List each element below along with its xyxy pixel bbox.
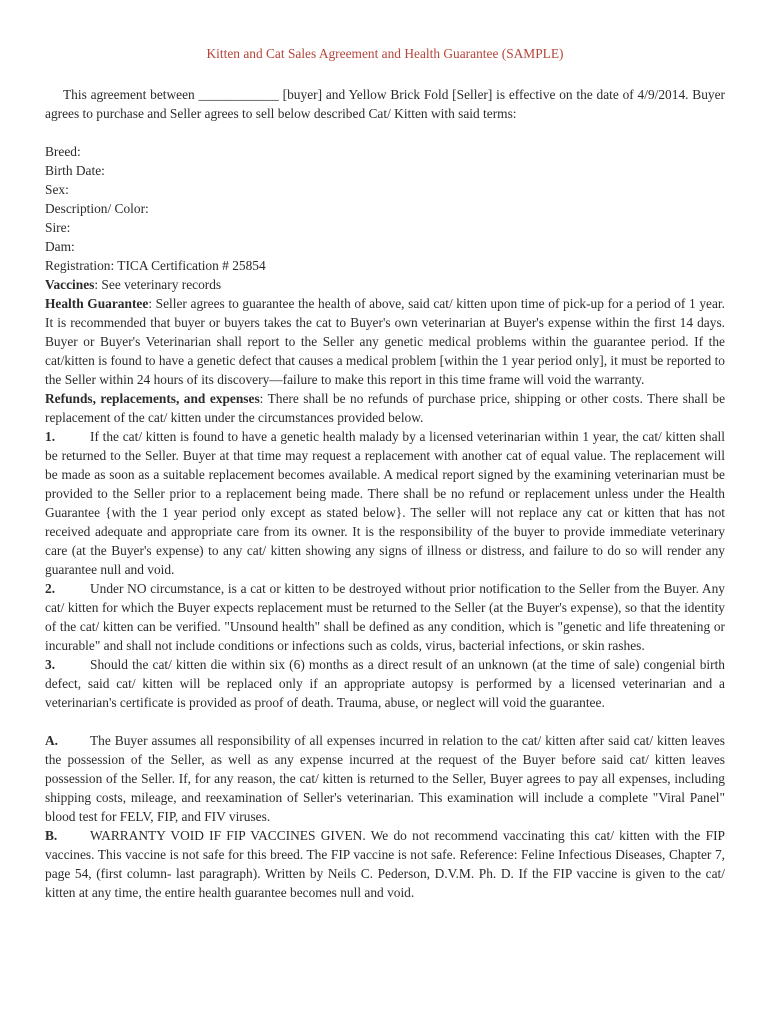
refunds-paragraph (45, 389, 725, 427)
item-text: Under NO circumstance, is a cat or kitten to be destroyed without prior notification to the Seller from the Buyer. Any cat/ kitten for which the Buyer expects replacement must be returned to the Seller (at the Buyer's expense), so that the identity of the cat/ kitten can be verified. "Unsound health" shall be defined as any condition, which is "genetic and life threatening or incurable" and shall not include conditions or infections such as colds, virus, bacterial infections, or skin rashes. (45, 581, 725, 653)
field-birth-date: Birth Date: (45, 163, 105, 178)
intro-paragraph: This agreement between ____________ [buyer] and Yellow Brick Fold [Seller] is effective on the date of 4/9/2014. Buyer agrees to purchase and Seller agrees to sell below described Cat/ Kitten with said terms: (45, 87, 725, 121)
numbered-item-3 (45, 655, 725, 712)
spacer (45, 123, 725, 142)
cat-details (45, 142, 725, 275)
vaccines-text: : See veterinary records (94, 277, 222, 292)
health-guarantee-label: Health Guarantee (45, 296, 149, 311)
field-sex: Sex: (45, 182, 69, 197)
health-guarantee-text: : Seller agrees to guarantee the health of above, said cat/ kitten upon time of pick-up for a period of 1 year. It is recommended that buyer or buyers takes the cat to Buyer's own veterinarian at Buyer's expense within the first 14 days. Buyer or Buyer's Veterinarian shall report to the Seller any genetic medical problems within the guarantee period. If the cat/kitten is found to have a genetic defect that causes a medical problem [within the 1 year period only], it must be reported to the Seller within 24 hours of its discovery—failure to make this report in this time frame will void the warranty. (45, 296, 725, 387)
item-number: 3. (45, 657, 56, 672)
spacer (45, 712, 725, 731)
field-registration: Registration: TICA Certification # 25854 (45, 258, 266, 273)
refunds-text: : There shall be no refunds of purchase price, shipping or other costs. There shall be replacement of the cat/ kitten under the circumstances provided below. (45, 391, 726, 425)
numbered-item-2 (45, 579, 725, 655)
item-letter: B. (45, 828, 58, 843)
lettered-item-a (45, 731, 725, 826)
document-title: Kitten and Cat Sales Agreement and Health Guarantee (SAMPLE) (206, 46, 564, 61)
field-sire: Sire: (45, 220, 71, 235)
health-guarantee-paragraph (45, 294, 725, 389)
item-text: The Buyer assumes all responsibility of all expenses incurred in relation to the cat/ kitten after said cat/ kitten leaves the possession of the Seller, as well as any expense incurred at the request of the Buyer before said cat/ kitten leaves possession of the Seller. If, for any reason, the cat/ kitten is returned to the Seller, Buyer agrees to pay all expenses, including shipping costs, mileage, and reexamination of Seller's veterinarian. This examination will include a complete "Viral Panel" blood test for FELV, FIP, and FIV viruses. (45, 733, 725, 824)
field-dam: Dam: (45, 239, 75, 254)
field-description-color: Description/ Color: (45, 201, 149, 216)
item-text: Should the cat/ kitten die within six (6) months as a direct result of an unknown (at the time of sale) congenial birth defect, said cat/ kitten will be replaced only if an appropriate autopsy is performed by a licensed veterinarian and a veterinarian's certificate is provided as proof of death. Trauma, abuse, or neglect will void the guarantee. (45, 657, 725, 710)
vaccines-paragraph (45, 275, 725, 294)
field-breed: Breed: (45, 144, 81, 159)
refunds-label: Refunds, replacements, and expenses (45, 391, 260, 406)
vaccines-label: Vaccines (45, 277, 95, 292)
lettered-item-b (45, 826, 725, 902)
item-letter: A. (45, 733, 59, 748)
numbered-item-1 (45, 427, 725, 579)
item-text: If the cat/ kitten is found to have a genetic health malady by a licensed veterinarian within 1 year, the cat/ kitten shall be returned to the Seller. Buyer at that time may request a replacement with another cat of equal value. The replacement will be made as soon as a suitable replacement becomes available. A medical report signed by the examining veterinarian must be provided to the Seller prior to a replacement being made. There shall be no refund or replacement unless under the Health Guarantee {with the 1 year period only except as stated below}. The seller will not replace any cat or kitten that has not received adequate and appropriate care from its owner. It is the responsibility of the buyer to provide immediate veterinary care (at the Buyer's expense) to any cat/ kitten showing any signs of illness or distress, and failure to do so will render any guarantee null and void. (45, 429, 725, 577)
item-text: WARRANTY VOID IF FIP VACCINES GIVEN. We do not recommend vaccinating this cat/ kitten with the FIP vaccines. This vaccine is not safe for this breed. The FIP vaccine is not safe. Reference: Feline Infectious Diseases, Chapter 7, page 54, (first column- last paragraph). Written by Neils C. Pederson, D.V.M. Ph. D. If the FIP vaccine is given to the cat/ kitten at any time, the entire health guarantee becomes null and void. (45, 828, 725, 900)
item-number: 2. (45, 581, 56, 596)
item-number: 1. (45, 429, 56, 444)
